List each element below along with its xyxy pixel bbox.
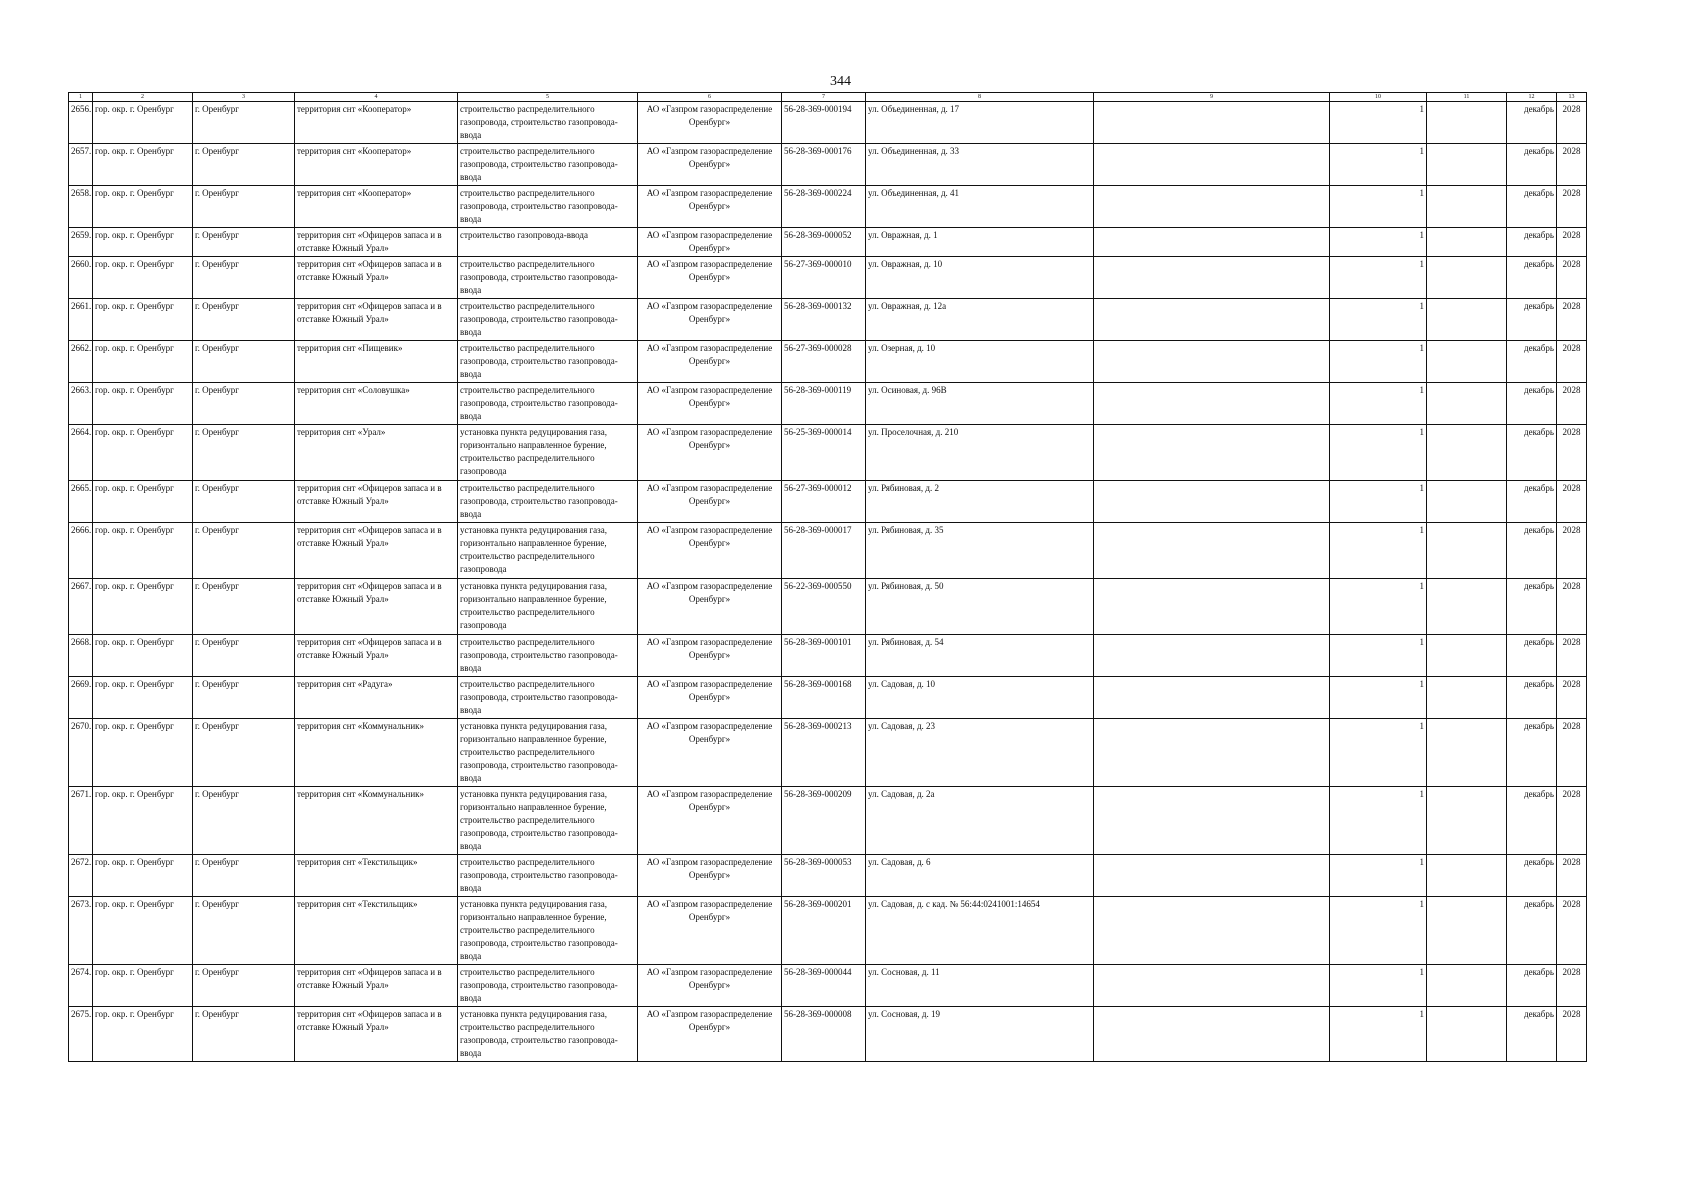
note-cell bbox=[1094, 1007, 1330, 1062]
month-cell: декабрь bbox=[1507, 579, 1557, 635]
address-cell: ул. Садовая, д. 10 bbox=[866, 677, 1094, 719]
note-cell bbox=[1094, 481, 1330, 523]
territory-cell: территория снт «Соловушка» bbox=[295, 383, 458, 425]
work-type-cell: строительство распределительного газопровода, строительство газопровода-ввода bbox=[458, 144, 638, 186]
executor-cell: АО «Газпром газораспределение Оренбург» bbox=[638, 481, 782, 523]
table-row bbox=[69, 897, 1587, 965]
count-cell: 1 bbox=[1330, 579, 1427, 635]
work-type-cell: строительство распределительного газопровода, строительство газопровода-ввода bbox=[458, 965, 638, 1007]
work-type-cell: строительство распределительного газопровода, строительство газопровода-ввода bbox=[458, 102, 638, 144]
municipal-district-cell: гор. окр. г. Оренбург bbox=[93, 1007, 193, 1062]
work-type-cell: строительство распределительного газопровода, строительство газопровода-ввода bbox=[458, 481, 638, 523]
col-11-cell bbox=[1427, 299, 1507, 341]
table-row bbox=[69, 186, 1587, 228]
work-type-cell: строительство распределительного газопровода, строительство газопровода-ввода bbox=[458, 635, 638, 677]
table-row bbox=[69, 965, 1587, 1007]
executor-cell: АО «Газпром газораспределение Оренбург» bbox=[638, 299, 782, 341]
row-number-cell: 2667. bbox=[69, 579, 93, 635]
municipal-district-cell: гор. окр. г. Оренбург bbox=[93, 579, 193, 635]
work-type-cell: строительство распределительного газопровода, строительство газопровода-ввода bbox=[458, 341, 638, 383]
month-cell: декабрь bbox=[1507, 383, 1557, 425]
year-cell: 2028 bbox=[1557, 787, 1587, 855]
count-cell: 1 bbox=[1330, 855, 1427, 897]
settlement-cell: г. Оренбург bbox=[193, 383, 295, 425]
executor-cell: АО «Газпром газораспределение Оренбург» bbox=[638, 228, 782, 257]
address-cell: ул. Садовая, д. с кад. № 56:44:0241001:14654 bbox=[866, 897, 1094, 965]
executor-cell: АО «Газпром газораспределение Оренбург» bbox=[638, 383, 782, 425]
count-cell: 1 bbox=[1330, 481, 1427, 523]
executor-cell: АО «Газпром газораспределение Оренбург» bbox=[638, 341, 782, 383]
executor-cell: АО «Газпром газораспределение Оренбург» bbox=[638, 787, 782, 855]
territory-cell: территория снт «Офицеров запаса и в отставке Южный Урал» bbox=[295, 635, 458, 677]
col-11-cell bbox=[1427, 635, 1507, 677]
column-number-header: 13 bbox=[1557, 93, 1587, 102]
month-cell: декабрь bbox=[1507, 965, 1557, 1007]
year-cell: 2028 bbox=[1557, 677, 1587, 719]
note-cell bbox=[1094, 228, 1330, 257]
municipal-district-cell: гор. окр. г. Оренбург bbox=[93, 787, 193, 855]
column-number-header: 10 bbox=[1330, 93, 1427, 102]
table-row bbox=[69, 635, 1587, 677]
territory-cell: территория снт «Офицеров запаса и в отставке Южный Урал» bbox=[295, 965, 458, 1007]
month-cell: декабрь bbox=[1507, 186, 1557, 228]
executor-cell: АО «Газпром газораспределение Оренбург» bbox=[638, 897, 782, 965]
municipal-district-cell: гор. окр. г. Оренбург bbox=[93, 897, 193, 965]
municipal-district-cell: гор. окр. г. Оренбург bbox=[93, 144, 193, 186]
year-cell: 2028 bbox=[1557, 186, 1587, 228]
work-type-cell: строительство распределительного газопровода, строительство газопровода-ввода bbox=[458, 186, 638, 228]
col-11-cell bbox=[1427, 1007, 1507, 1062]
address-cell: ул. Садовая, д. 2а bbox=[866, 787, 1094, 855]
month-cell: декабрь bbox=[1507, 677, 1557, 719]
month-cell: декабрь bbox=[1507, 228, 1557, 257]
count-cell: 1 bbox=[1330, 102, 1427, 144]
work-type-cell: строительство распределительного газопровода, строительство газопровода-ввода bbox=[458, 855, 638, 897]
address-cell: ул. Осиновая, д. 96В bbox=[866, 383, 1094, 425]
application-number-cell: 56-28-369-000044 bbox=[782, 965, 866, 1007]
table-row bbox=[69, 383, 1587, 425]
note-cell bbox=[1094, 299, 1330, 341]
column-number-header: 5 bbox=[458, 93, 638, 102]
executor-cell: АО «Газпром газораспределение Оренбург» bbox=[638, 719, 782, 787]
count-cell: 1 bbox=[1330, 523, 1427, 579]
settlement-cell: г. Оренбург bbox=[193, 228, 295, 257]
work-type-cell: установка пункта редуцирования газа, горизонтально направленное бурение, строительство распределительного газопровода, строительство газопровода-ввода bbox=[458, 719, 638, 787]
row-number-cell: 2673. bbox=[69, 897, 93, 965]
count-cell: 1 bbox=[1330, 897, 1427, 965]
municipal-district-cell: гор. окр. г. Оренбург bbox=[93, 635, 193, 677]
municipal-district-cell: гор. окр. г. Оренбург bbox=[93, 855, 193, 897]
address-cell: ул. Рябиновая, д. 54 bbox=[866, 635, 1094, 677]
settlement-cell: г. Оренбург bbox=[193, 341, 295, 383]
col-11-cell bbox=[1427, 787, 1507, 855]
address-cell: ул. Садовая, д. 23 bbox=[866, 719, 1094, 787]
row-number-cell: 2662. bbox=[69, 341, 93, 383]
settlement-cell: г. Оренбург bbox=[193, 299, 295, 341]
table-row bbox=[69, 425, 1587, 481]
month-cell: декабрь bbox=[1507, 635, 1557, 677]
municipal-district-cell: гор. окр. г. Оренбург bbox=[93, 425, 193, 481]
year-cell: 2028 bbox=[1557, 257, 1587, 299]
count-cell: 1 bbox=[1330, 228, 1427, 257]
municipal-district-cell: гор. окр. г. Оренбург bbox=[93, 965, 193, 1007]
col-11-cell bbox=[1427, 579, 1507, 635]
col-11-cell bbox=[1427, 677, 1507, 719]
settlement-cell: г. Оренбург bbox=[193, 257, 295, 299]
col-11-cell bbox=[1427, 719, 1507, 787]
settlement-cell: г. Оренбург bbox=[193, 1007, 295, 1062]
count-cell: 1 bbox=[1330, 635, 1427, 677]
month-cell: декабрь bbox=[1507, 299, 1557, 341]
count-cell: 1 bbox=[1330, 425, 1427, 481]
settlement-cell: г. Оренбург bbox=[193, 965, 295, 1007]
year-cell: 2028 bbox=[1557, 425, 1587, 481]
month-cell: декабрь bbox=[1507, 787, 1557, 855]
year-cell: 2028 bbox=[1557, 523, 1587, 579]
note-cell bbox=[1094, 425, 1330, 481]
table-row bbox=[69, 102, 1587, 144]
table-row bbox=[69, 481, 1587, 523]
address-cell: ул. Овражная, д. 10 bbox=[866, 257, 1094, 299]
territory-cell: территория снт «Коммунальник» bbox=[295, 719, 458, 787]
col-11-cell bbox=[1427, 144, 1507, 186]
municipal-district-cell: гор. окр. г. Оренбург bbox=[93, 102, 193, 144]
executor-cell: АО «Газпром газораспределение Оренбург» bbox=[638, 635, 782, 677]
executor-cell: АО «Газпром газораспределение Оренбург» bbox=[638, 186, 782, 228]
application-number-cell: 56-28-369-000213 bbox=[782, 719, 866, 787]
year-cell: 2028 bbox=[1557, 144, 1587, 186]
municipal-district-cell: гор. окр. г. Оренбург bbox=[93, 299, 193, 341]
col-11-cell bbox=[1427, 855, 1507, 897]
column-number-header: 2 bbox=[93, 93, 193, 102]
address-cell: ул. Сосновая, д. 11 bbox=[866, 965, 1094, 1007]
column-number-header: 9 bbox=[1094, 93, 1330, 102]
settlement-cell: г. Оренбург bbox=[193, 897, 295, 965]
work-type-cell: установка пункта редуцирования газа, горизонтально направленное бурение, строительство распределительного газопровода bbox=[458, 579, 638, 635]
application-number-cell: 56-28-369-000201 bbox=[782, 897, 866, 965]
settlement-cell: г. Оренбург bbox=[193, 425, 295, 481]
application-number-cell: 56-28-369-000101 bbox=[782, 635, 866, 677]
application-number-cell: 56-28-369-000132 bbox=[782, 299, 866, 341]
address-cell: ул. Рябиновая, д. 2 bbox=[866, 481, 1094, 523]
col-11-cell bbox=[1427, 383, 1507, 425]
work-type-cell: строительство распределительного газопровода, строительство газопровода-ввода bbox=[458, 677, 638, 719]
count-cell: 1 bbox=[1330, 383, 1427, 425]
col-11-cell bbox=[1427, 523, 1507, 579]
settlement-cell: г. Оренбург bbox=[193, 719, 295, 787]
executor-cell: АО «Газпром газораспределение Оренбург» bbox=[638, 965, 782, 1007]
column-number-header: 12 bbox=[1507, 93, 1557, 102]
work-type-cell: строительство распределительного газопровода, строительство газопровода-ввода bbox=[458, 257, 638, 299]
table-row bbox=[69, 341, 1587, 383]
note-cell bbox=[1094, 186, 1330, 228]
count-cell: 1 bbox=[1330, 186, 1427, 228]
application-number-cell: 56-28-369-000168 bbox=[782, 677, 866, 719]
row-number-cell: 2658. bbox=[69, 186, 93, 228]
month-cell: декабрь bbox=[1507, 341, 1557, 383]
col-11-cell bbox=[1427, 228, 1507, 257]
territory-cell: территория снт «Офицеров запаса и в отставке Южный Урал» bbox=[295, 257, 458, 299]
row-number-cell: 2668. bbox=[69, 635, 93, 677]
note-cell bbox=[1094, 523, 1330, 579]
territory-cell: территория снт «Кооператор» bbox=[295, 144, 458, 186]
col-11-cell bbox=[1427, 186, 1507, 228]
municipal-district-cell: гор. окр. г. Оренбург bbox=[93, 481, 193, 523]
count-cell: 1 bbox=[1330, 1007, 1427, 1062]
year-cell: 2028 bbox=[1557, 481, 1587, 523]
row-number-cell: 2670. bbox=[69, 719, 93, 787]
month-cell: декабрь bbox=[1507, 1007, 1557, 1062]
table-body bbox=[69, 102, 1587, 1062]
col-11-cell bbox=[1427, 341, 1507, 383]
municipal-district-cell: гор. окр. г. Оренбург bbox=[93, 341, 193, 383]
settlement-cell: г. Оренбург bbox=[193, 481, 295, 523]
address-cell: ул. Объединенная, д. 33 bbox=[866, 144, 1094, 186]
application-number-cell: 56-27-369-000010 bbox=[782, 257, 866, 299]
row-number-cell: 2661. bbox=[69, 299, 93, 341]
count-cell: 1 bbox=[1330, 341, 1427, 383]
application-number-cell: 56-22-369-000550 bbox=[782, 579, 866, 635]
address-cell: ул. Садовая, д. 6 bbox=[866, 855, 1094, 897]
note-cell bbox=[1094, 579, 1330, 635]
address-cell: ул. Проселочная, д. 210 bbox=[866, 425, 1094, 481]
municipal-district-cell: гор. окр. г. Оренбург bbox=[93, 228, 193, 257]
year-cell: 2028 bbox=[1557, 897, 1587, 965]
count-cell: 1 bbox=[1330, 677, 1427, 719]
application-number-cell: 56-28-369-000052 bbox=[782, 228, 866, 257]
territory-cell: территория снт «Офицеров запаса и в отставке Южный Урал» bbox=[295, 1007, 458, 1062]
table-row bbox=[69, 677, 1587, 719]
year-cell: 2028 bbox=[1557, 102, 1587, 144]
address-cell: ул. Овражная, д. 1 bbox=[866, 228, 1094, 257]
year-cell: 2028 bbox=[1557, 635, 1587, 677]
territory-cell: территория снт «Урал» bbox=[295, 425, 458, 481]
month-cell: декабрь bbox=[1507, 144, 1557, 186]
table-row bbox=[69, 579, 1587, 635]
year-cell: 2028 bbox=[1557, 299, 1587, 341]
year-cell: 2028 bbox=[1557, 719, 1587, 787]
table-row bbox=[69, 299, 1587, 341]
territory-cell: территория снт «Текстильщик» bbox=[295, 897, 458, 965]
work-type-cell: установка пункта редуцирования газа, горизонтально направленное бурение, строительство распределительного газопровода, строительство газопровода-ввода bbox=[458, 787, 638, 855]
col-11-cell bbox=[1427, 965, 1507, 1007]
municipal-district-cell: гор. окр. г. Оренбург bbox=[93, 677, 193, 719]
territory-cell: территория снт «Текстильщик» bbox=[295, 855, 458, 897]
month-cell: декабрь bbox=[1507, 855, 1557, 897]
application-number-cell: 56-28-369-000119 bbox=[782, 383, 866, 425]
year-cell: 2028 bbox=[1557, 855, 1587, 897]
year-cell: 2028 bbox=[1557, 383, 1587, 425]
application-number-cell: 56-28-369-000209 bbox=[782, 787, 866, 855]
year-cell: 2028 bbox=[1557, 1007, 1587, 1062]
executor-cell: АО «Газпром газораспределение Оренбург» bbox=[638, 579, 782, 635]
executor-cell: АО «Газпром газораспределение Оренбург» bbox=[638, 102, 782, 144]
address-cell: ул. Объединенная, д. 17 bbox=[866, 102, 1094, 144]
gasification-register-table bbox=[68, 92, 1587, 1062]
count-cell: 1 bbox=[1330, 787, 1427, 855]
count-cell: 1 bbox=[1330, 257, 1427, 299]
month-cell: декабрь bbox=[1507, 102, 1557, 144]
settlement-cell: г. Оренбург bbox=[193, 579, 295, 635]
page-number: 344 bbox=[830, 74, 851, 89]
year-cell: 2028 bbox=[1557, 579, 1587, 635]
column-number-header: 6 bbox=[638, 93, 782, 102]
row-number-cell: 2672. bbox=[69, 855, 93, 897]
note-cell bbox=[1094, 144, 1330, 186]
settlement-cell: г. Оренбург bbox=[193, 186, 295, 228]
territory-cell: территория снт «Офицеров запаса и в отставке Южный Урал» bbox=[295, 228, 458, 257]
col-11-cell bbox=[1427, 897, 1507, 965]
table-row bbox=[69, 787, 1587, 855]
municipal-district-cell: гор. окр. г. Оренбург bbox=[93, 186, 193, 228]
address-cell: ул. Овражная, д. 12а bbox=[866, 299, 1094, 341]
row-number-cell: 2659. bbox=[69, 228, 93, 257]
row-number-cell: 2663. bbox=[69, 383, 93, 425]
table-row bbox=[69, 855, 1587, 897]
month-cell: декабрь bbox=[1507, 257, 1557, 299]
column-number-header: 3 bbox=[193, 93, 295, 102]
territory-cell: территория снт «Радуга» bbox=[295, 677, 458, 719]
settlement-cell: г. Оренбург bbox=[193, 635, 295, 677]
table-row bbox=[69, 257, 1587, 299]
executor-cell: АО «Газпром газораспределение Оренбург» bbox=[638, 144, 782, 186]
month-cell: декабрь bbox=[1507, 897, 1557, 965]
column-number-header: 11 bbox=[1427, 93, 1507, 102]
executor-cell: АО «Газпром газораспределение Оренбург» bbox=[638, 855, 782, 897]
month-cell: декабрь bbox=[1507, 481, 1557, 523]
application-number-cell: 56-25-369-000014 bbox=[782, 425, 866, 481]
note-cell bbox=[1094, 102, 1330, 144]
address-cell: ул. Сосновая, д. 19 bbox=[866, 1007, 1094, 1062]
month-cell: декабрь bbox=[1507, 719, 1557, 787]
application-number-cell: 56-28-369-000224 bbox=[782, 186, 866, 228]
executor-cell: АО «Газпром газораспределение Оренбург» bbox=[638, 257, 782, 299]
note-cell bbox=[1094, 965, 1330, 1007]
executor-cell: АО «Газпром газораспределение Оренбург» bbox=[638, 523, 782, 579]
municipal-district-cell: гор. окр. г. Оренбург bbox=[93, 523, 193, 579]
row-number-cell: 2665. bbox=[69, 481, 93, 523]
table-row bbox=[69, 144, 1587, 186]
application-number-cell: 56-28-369-000176 bbox=[782, 144, 866, 186]
row-number-cell: 2671. bbox=[69, 787, 93, 855]
table-row bbox=[69, 523, 1587, 579]
note-cell bbox=[1094, 677, 1330, 719]
year-cell: 2028 bbox=[1557, 965, 1587, 1007]
count-cell: 1 bbox=[1330, 719, 1427, 787]
address-cell: ул. Объединенная, д. 41 bbox=[866, 186, 1094, 228]
settlement-cell: г. Оренбург bbox=[193, 523, 295, 579]
count-cell: 1 bbox=[1330, 144, 1427, 186]
note-cell bbox=[1094, 719, 1330, 787]
territory-cell: территория снт «Пищевик» bbox=[295, 341, 458, 383]
territory-cell: территория снт «Офицеров запаса и в отставке Южный Урал» bbox=[295, 481, 458, 523]
note-cell bbox=[1094, 341, 1330, 383]
column-number-header: 1 bbox=[69, 93, 93, 102]
col-11-cell bbox=[1427, 257, 1507, 299]
note-cell bbox=[1094, 383, 1330, 425]
col-11-cell bbox=[1427, 481, 1507, 523]
territory-cell: территория снт «Коммунальник» bbox=[295, 787, 458, 855]
work-type-cell: строительство распределительного газопровода, строительство газопровода-ввода bbox=[458, 383, 638, 425]
application-number-cell: 56-28-369-000194 bbox=[782, 102, 866, 144]
column-number-row bbox=[69, 93, 1587, 102]
territory-cell: территория снт «Офицеров запаса и в отставке Южный Урал» bbox=[295, 299, 458, 341]
executor-cell: АО «Газпром газораспределение Оренбург» bbox=[638, 1007, 782, 1062]
year-cell: 2028 bbox=[1557, 228, 1587, 257]
row-number-cell: 2666. bbox=[69, 523, 93, 579]
row-number-cell: 2657. bbox=[69, 144, 93, 186]
work-type-cell: установка пункта редуцирования газа, горизонтально направленное бурение, строительство распределительного газопровода bbox=[458, 425, 638, 481]
municipal-district-cell: гор. окр. г. Оренбург bbox=[93, 383, 193, 425]
work-type-cell: установка пункта редуцирования газа, строительство распределительного газопровода, строительство газопровода-ввода bbox=[458, 1007, 638, 1062]
year-cell: 2028 bbox=[1557, 341, 1587, 383]
note-cell bbox=[1094, 855, 1330, 897]
address-cell: ул. Рябиновая, д. 35 bbox=[866, 523, 1094, 579]
table-row bbox=[69, 228, 1587, 257]
territory-cell: территория снт «Кооператор» bbox=[295, 186, 458, 228]
settlement-cell: г. Оренбург bbox=[193, 677, 295, 719]
settlement-cell: г. Оренбург bbox=[193, 855, 295, 897]
work-type-cell: строительство распределительного газопровода, строительство газопровода-ввода bbox=[458, 299, 638, 341]
note-cell bbox=[1094, 257, 1330, 299]
note-cell bbox=[1094, 787, 1330, 855]
column-number-header: 7 bbox=[782, 93, 866, 102]
month-cell: декабрь bbox=[1507, 425, 1557, 481]
row-number-cell: 2674. bbox=[69, 965, 93, 1007]
address-cell: ул. Озерная, д. 10 bbox=[866, 341, 1094, 383]
executor-cell: АО «Газпром газораспределение Оренбург» bbox=[638, 677, 782, 719]
municipal-district-cell: гор. окр. г. Оренбург bbox=[93, 257, 193, 299]
settlement-cell: г. Оренбург bbox=[193, 787, 295, 855]
row-number-cell: 2656. bbox=[69, 102, 93, 144]
table-row bbox=[69, 1007, 1587, 1062]
application-number-cell: 56-28-369-000008 bbox=[782, 1007, 866, 1062]
column-number-header: 8 bbox=[866, 93, 1094, 102]
count-cell: 1 bbox=[1330, 965, 1427, 1007]
row-number-cell: 2675. bbox=[69, 1007, 93, 1062]
settlement-cell: г. Оренбург bbox=[193, 102, 295, 144]
count-cell: 1 bbox=[1330, 299, 1427, 341]
column-number-header: 4 bbox=[295, 93, 458, 102]
territory-cell: территория снт «Кооператор» bbox=[295, 102, 458, 144]
row-number-cell: 2669. bbox=[69, 677, 93, 719]
work-type-cell: установка пункта редуцирования газа, горизонтально направленное бурение, строительство распределительного газопровода bbox=[458, 523, 638, 579]
col-11-cell bbox=[1427, 102, 1507, 144]
work-type-cell: строительство газопровода-ввода bbox=[458, 228, 638, 257]
col-11-cell bbox=[1427, 425, 1507, 481]
territory-cell: территория снт «Офицеров запаса и в отставке Южный Урал» bbox=[295, 523, 458, 579]
settlement-cell: г. Оренбург bbox=[193, 144, 295, 186]
row-number-cell: 2664. bbox=[69, 425, 93, 481]
work-type-cell: установка пункта редуцирования газа, горизонтально направленное бурение, строительство распределительного газопровода, строительство газопровода-ввода bbox=[458, 897, 638, 965]
row-number-cell: 2660. bbox=[69, 257, 93, 299]
note-cell bbox=[1094, 635, 1330, 677]
address-cell: ул. Рябиновая, д. 50 bbox=[866, 579, 1094, 635]
executor-cell: АО «Газпром газораспределение Оренбург» bbox=[638, 425, 782, 481]
municipal-district-cell: гор. окр. г. Оренбург bbox=[93, 719, 193, 787]
note-cell bbox=[1094, 897, 1330, 965]
application-number-cell: 56-27-369-000028 bbox=[782, 341, 866, 383]
application-number-cell: 56-28-369-000053 bbox=[782, 855, 866, 897]
month-cell: декабрь bbox=[1507, 523, 1557, 579]
application-number-cell: 56-27-369-000012 bbox=[782, 481, 866, 523]
territory-cell: территория снт «Офицеров запаса и в отставке Южный Урал» bbox=[295, 579, 458, 635]
table-row bbox=[69, 719, 1587, 787]
application-number-cell: 56-28-369-000017 bbox=[782, 523, 866, 579]
